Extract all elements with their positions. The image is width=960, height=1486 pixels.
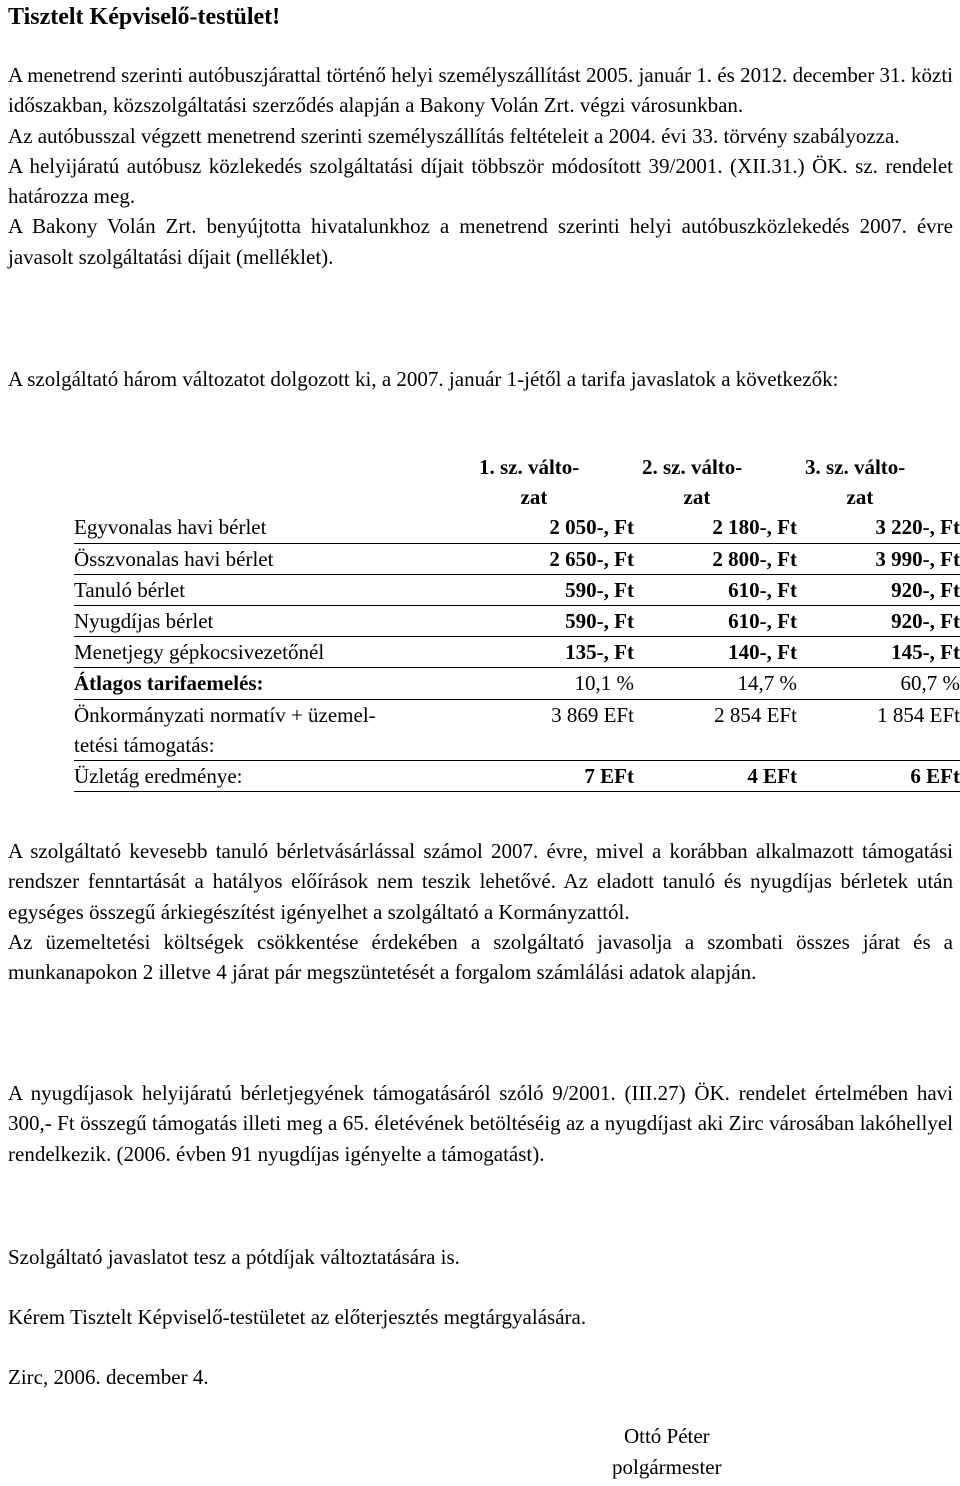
row-value: 3 990-, Ft [797,543,960,574]
row-label: Nyugdíjas bérlet [74,606,471,637]
pensioners-paragraph: A nyugdíjasok helyijáratú bérletjegyének támogatásáról szóló 9/2001. (III.27) ÖK. rendelet értelmében havi 300,- Ft összegű támogatás illeti meg a 65. életévének betöltéséig az a nyugdíjast aki Zirc városában lakóhellyel rendelkezik. (2006. évben 91 nyugdíjas igényelte a támogatást). [8,1081,953,1166]
document-title: Tisztelt Képviselő-testület! [8,4,281,30]
table-row [74,637,960,668]
row-value: 2 800-, Ft [634,543,797,574]
row-label: Tanuló bérlet [74,574,471,605]
intro-paragraph [8,60,953,272]
row-value: 610-, Ft [634,574,797,605]
place-date: Zirc, 2006. december 4. [8,1365,209,1389]
result-value: 6 EFt [797,761,960,792]
avg-increase-row [74,668,960,699]
students-costs-paragraph [8,836,953,987]
header-variant-2: 2. sz. válto- zat [641,455,743,510]
row-value: 2 650-, Ft [471,543,634,574]
table-row [74,574,960,605]
variants-intro: A szolgáltató három változatot dolgozott ki, a 2007. január 1-jétől a tarifa javaslatok a következők: [8,367,839,391]
signatory-role: polgármester [612,1454,722,1479]
row-value: 590-, Ft [471,574,634,605]
avg-increase-value: 10,1 % [471,668,634,699]
result-label: Üzletág eredménye: [74,761,471,792]
intro-line-submission: A Bakony Volán Zrt. benyújtotta hivatalunkhoz a menetrend szerinti helyi autóbuszközlekedés 2007. évre javasolt szolgáltatási díjait (melléklet). [8,214,953,269]
row-value: 920-, Ft [797,574,960,605]
row-value: 2 050-, Ft [471,512,634,543]
row-value: 135-, Ft [471,637,634,668]
row-value: 2 180-, Ft [634,512,797,543]
signature-block [612,1421,722,1482]
row-value: 3 220-, Ft [797,512,960,543]
avg-increase-value: 14,7 % [634,668,797,699]
row-label: Menetjegy gépkocsivezetőnél [74,637,471,668]
avg-increase-value: 60,7 % [797,668,960,699]
support-value: 2 854 EFt [634,699,797,760]
surcharge-paragraph: Szolgáltató javaslatot tesz a pótdíjak változtatására is. [8,1245,460,1269]
result-row [74,761,960,792]
result-value: 7 EFt [471,761,634,792]
row-value: 140-, Ft [634,637,797,668]
table-row [74,543,960,574]
row-value: 920-, Ft [797,606,960,637]
support-value: 3 869 EFt [471,699,634,760]
support-row [74,699,960,760]
intro-line-decree: A helyijáratú autóbusz közlekedés szolgáltatási díjait többször módosított 39/2001. (XII.31.) ÖK. sz. rendelet határozza meg. [8,153,953,209]
row-value: 610-, Ft [634,606,797,637]
costs-text: Az üzemeltetési költségek csökkentése érdekében a szolgáltató javasolja a szombati összes járat és a munkanapokon 2 illetve 4 járat pár megszüntetését a forgalom számlálási adatok alapján. [8,929,953,985]
support-value: 1 854 EFt [797,699,960,760]
support-label: Önkormányzati normatív + üzemel- tetési támogatás: [74,699,471,760]
header-variant-1: 1. sz. válto- zat [478,455,580,510]
row-label: Egyvonalas havi bérlet [74,512,471,543]
table-header-row [74,452,960,512]
tariff-table [74,452,960,792]
table-row [74,512,960,543]
signatory-name: Ottó Péter [623,1424,710,1448]
intro-line-contract: A menetrend szerinti autóbuszjárattal történő helyi személyszállítást 2005. január 1. és 2012. december 31. közti időszakban, közszolgáltatási szerződés alapján a Bakony Volán Zrt. végzi városunkban. [8,63,953,118]
header-empty-cell [74,452,471,512]
request-paragraph: Kérem Tisztelt Képviselő-testületet az előterjesztés megtárgyalására. [8,1305,587,1329]
header-variant-3: 3. sz. válto- zat [804,455,906,510]
row-value: 145-, Ft [797,637,960,668]
result-value: 4 EFt [634,761,797,792]
avg-increase-label: Átlagos tarifaemelés: [74,668,471,699]
row-value: 590-, Ft [471,606,634,637]
intro-line-law: Az autóbusszal végzett menetrend szerinti személyszállítás feltételeit a 2004. évi 33. törvény szabályozza. [8,123,900,148]
row-label: Összvonalas havi bérlet [74,543,471,574]
students-text: A szolgáltató kevesebb tanuló bérletvásárlással számol 2007. évre, mivel a korábban alkalmazott támogatási rendszer fenntartását a hatályos előírások nem teszik lehetővé. Az eladott tanuló és nyugdíjas bérletek után egységes összegű árkiegészítést igényelhet a szolgáltató a Kormányzattól. [8,839,953,924]
table-row [74,606,960,637]
